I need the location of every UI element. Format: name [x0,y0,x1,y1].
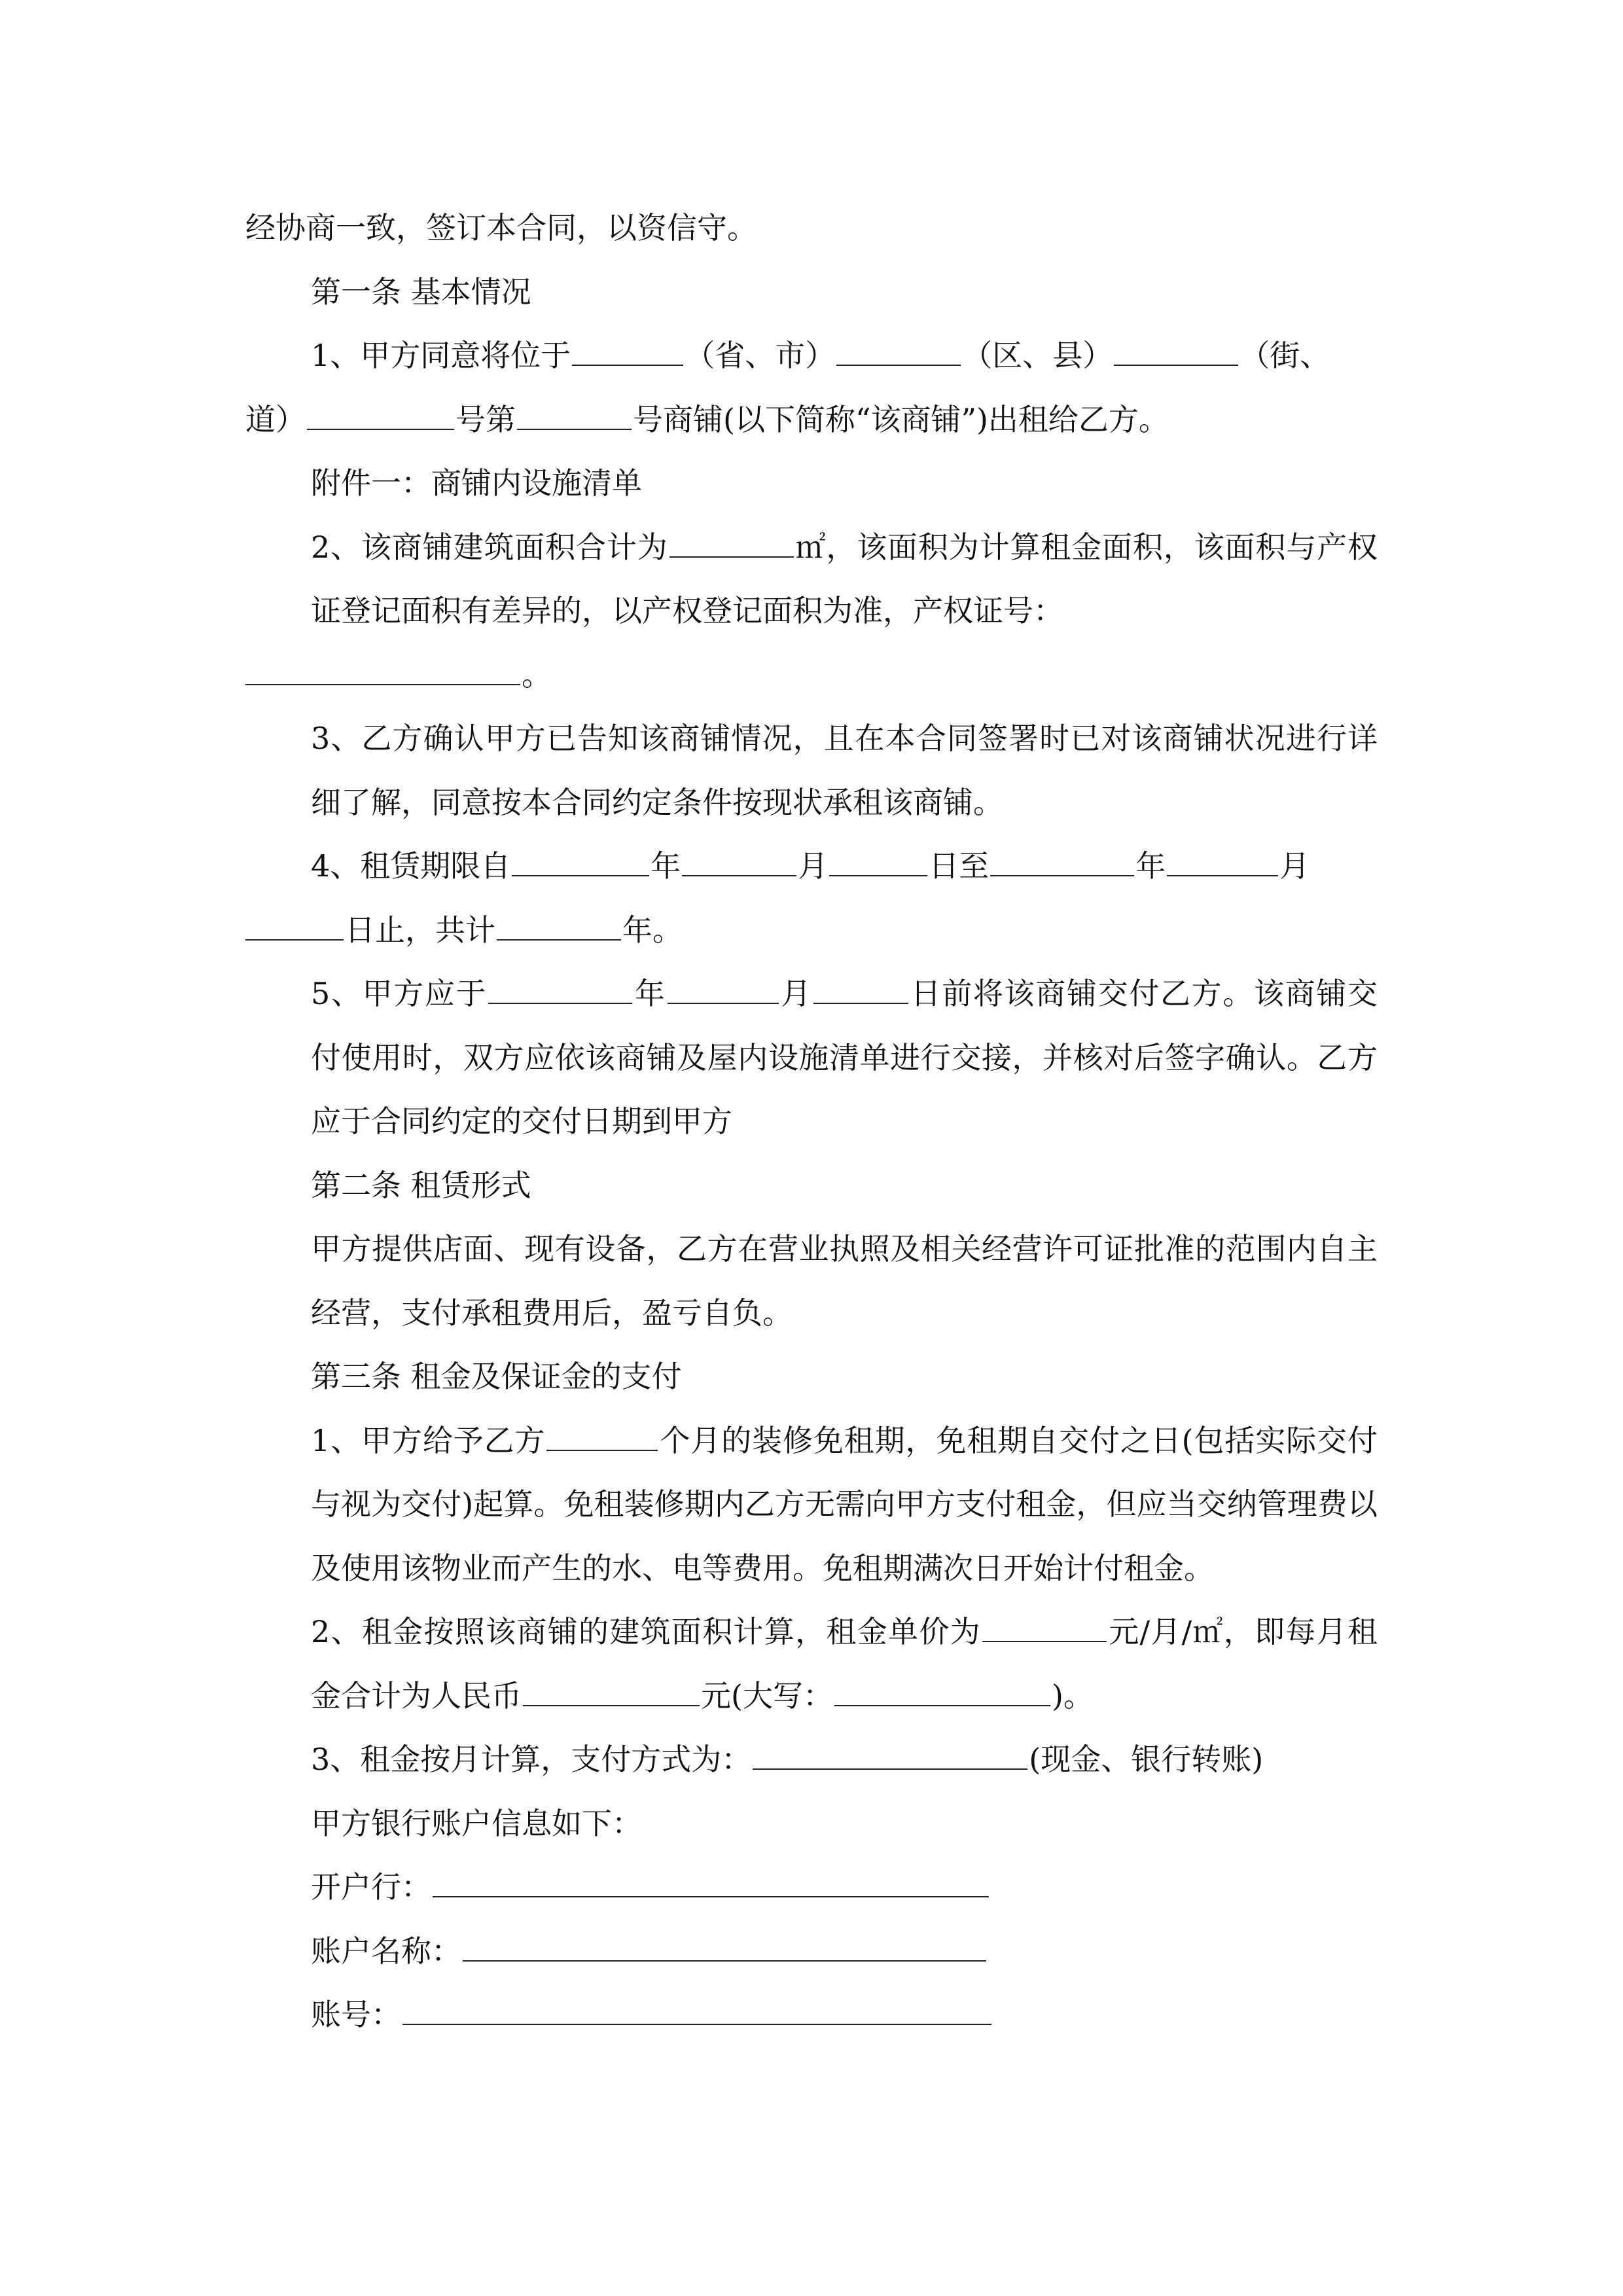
shop-number-blank[interactable] [517,400,632,430]
unit-price-blank[interactable] [982,1612,1107,1642]
intro-text: 经协商一致，签订本合同，以资信守。 [245,210,757,245]
article2-title: 第二条 租赁形式 [311,1167,531,1203]
end-day-blank[interactable] [245,910,344,941]
article1-item4: 4、租赁期限自 年 月 日至 年 月 日止，共计 年。 [245,834,1378,962]
free-months-blank[interactable] [546,1421,658,1451]
intro-line [245,196,1378,260]
end-month-blank[interactable] [1167,846,1278,876]
article3-item3: 3、租金按月计算，支付方式为： (现金、银行转账) [245,1728,1378,1792]
account-number-blank[interactable] [402,1995,991,2025]
article1-title: 第一条 基本情况 [311,274,531,310]
start-day-blank[interactable] [829,846,927,876]
article2-body: 甲方提供店面、现有设备，乙方在营业执照及相关经营许可证批准的范围内自主经营，支付承租费用后，盈亏自负。 [311,1231,1378,1331]
end-year-blank[interactable] [990,846,1134,876]
bank-info-title: 甲方银行账户信息如下： [311,1805,642,1841]
bank-name-row: 开户行： [245,1856,1378,1920]
account-name-row: 账户名称： [245,1920,1378,1984]
province-blank[interactable] [572,336,683,366]
district-blank[interactable] [836,336,961,366]
start-month-blank[interactable] [682,846,796,876]
payment-method-blank[interactable] [753,1740,1027,1770]
rent-in-words-blank[interactable] [834,1676,1050,1706]
contract-page [245,196,1378,2047]
delivery-month-blank[interactable] [668,974,779,1004]
start-year-blank[interactable] [512,846,649,876]
article3-item2: 2、租金按照该商铺的建筑面积计算，租金单价为 元/月/㎡，即每月租金合计为人民币 元(大写： )。 [245,1600,1378,1728]
article1-item5: 5、甲方应于 年 月 日前将该商铺交付乙方。该商铺交付使用时，双方应依该商铺及屋内设施清单进行交接，并核对后签字确认。乙方应于合同约定的交付日期到甲方 [245,962,1378,1154]
street-blank[interactable] [1114,336,1238,366]
account-name-blank[interactable] [463,1931,986,1962]
article1-item3: 3、乙方确认甲方已告知该商铺情况，且在本合同签署时已对该商铺状况进行详细了解，同意按本合同约定条件按现状承租该商铺。 [311,721,1378,820]
delivery-day-blank[interactable] [813,974,908,1004]
delivery-year-blank[interactable] [488,974,632,1004]
monthly-rent-blank[interactable] [523,1676,700,1706]
area-blank[interactable] [669,528,794,558]
article3-title: 第三条 租金及保证金的支付 [311,1359,682,1394]
total-years-blank[interactable] [497,910,621,941]
article1-item1: 1、甲方同意将位于 （省、市） （区、县） （街、 [245,324,1378,388]
certificate-number-blank[interactable] [245,655,520,685]
article1-item1-cont: 道） 号第 号商铺(以下简称“该商铺”)出租给乙方。 [245,388,1378,452]
article1-item2: 2、该商铺建筑面积合计为 ㎡，该面积为计算租金面积，该面积与产权证登记面积有差异的，以产权登记面积为准，产权证号： 。 [245,516,1378,708]
bank-name-blank[interactable] [433,1867,989,1897]
road-number-blank[interactable] [307,400,454,430]
appendix-line: 附件一：商铺内设施清单 [311,465,642,501]
article3-item1: 1、甲方给予乙方 个月的装修免租期，免租期自交付之日(包括实际交付与视为交付)起算。免租装修期内乙方无需向甲方支付租金，但应当交纳管理费以及使用该物业而产生的水、电等费用。免租期满次日开始计付租金。 [245,1409,1378,1601]
account-number-row: 账号： [245,1983,1378,2047]
